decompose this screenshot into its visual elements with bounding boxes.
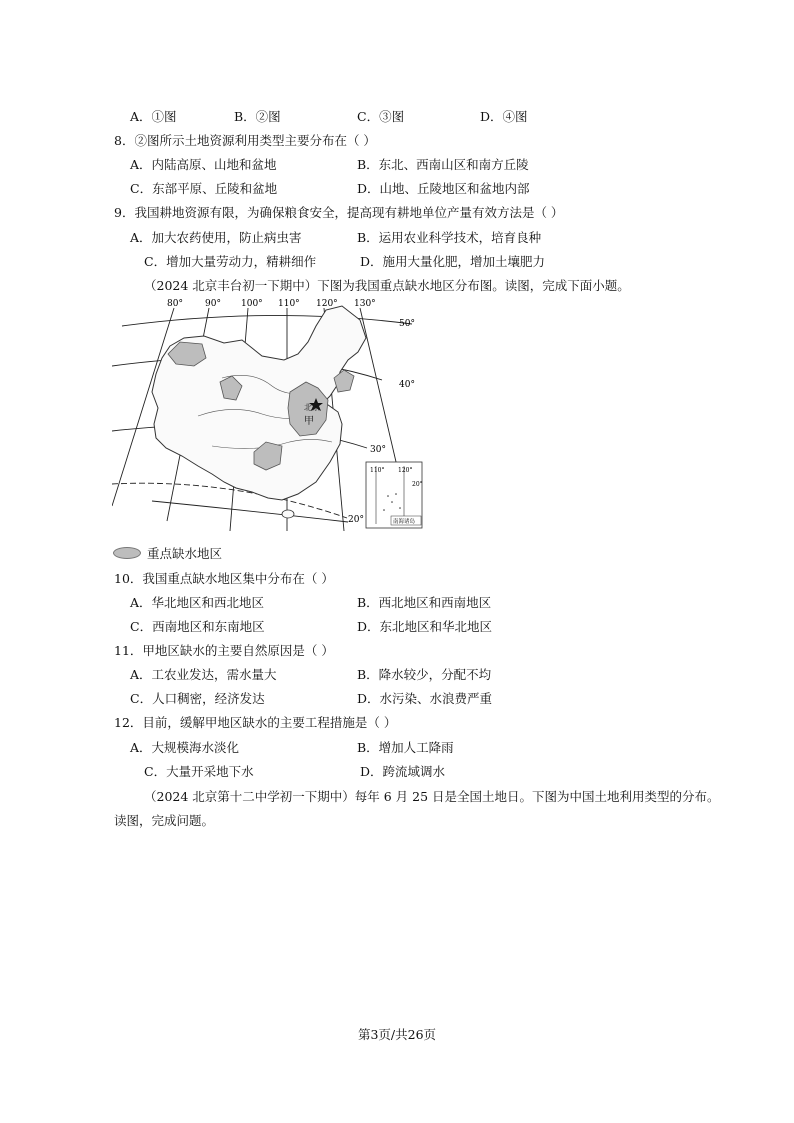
lon-label-80: 80° [167,299,183,309]
q8-option-d: D．山地、丘陵地区和盆地内部 [357,181,530,196]
lon-label-90: 90° [205,299,221,309]
lat-label-40: 40° [399,380,415,390]
q8-stem: 8．②图所示土地资源利用类型主要分布在（ ） [114,133,376,148]
q11-option-c: C．人口稠密，经济发达 [130,691,265,706]
inset-lon-label-120: 120° [398,467,413,474]
q9-option-c: C．增加大量劳动力，精耕细作 [144,254,317,269]
q10-option-d: D．东北地区和华北地区 [357,619,493,634]
water-shortage-map [112,296,432,532]
q7-option-b: B．②图 [234,109,281,124]
q7-option-d: D．④图 [480,109,528,124]
lat-label-20: 20° [348,515,364,525]
lon-label-100: 100° [241,299,263,309]
q11-option-a: A．工农业发达，需水量大 [130,667,277,682]
inset-caption: 南海诸岛 [393,519,416,525]
q12-stem: 12．目前，缓解甲地区缺水的主要工程措施是（ ） [114,715,397,730]
q12-option-b: B．增加人工降雨 [357,740,454,755]
legend-label: 重点缺水地区 [147,546,223,561]
lat-label-50: 50° [399,319,415,329]
q9-stem: 9．我国耕地资源有限，为确保粮食安全，提高现有耕地单位产量有效方法是（ ） [114,205,564,220]
q9-option-b: B．运用农业科学技术，培育良种 [357,230,542,245]
q12-option-d: D．跨流域调水 [360,764,446,779]
lon-label-120: 120° [316,299,338,309]
q7-option-c: C．③图 [357,109,405,124]
intro-text-2-line-2: 读图，完成问题。 [114,813,215,828]
q11-stem: 11．甲地区缺水的主要自然原因是（ ） [114,643,334,658]
q10-option-b: B．西北地区和西南地区 [357,595,492,610]
q9-option-d: D．施用大量化肥，增加土壤肥力 [360,254,546,269]
q11-option-d: D．水污染、水浪费严重 [357,691,493,706]
q10-stem: 10．我国重点缺水地区集中分布在（ ） [114,571,334,586]
q12-option-c: C．大量开采地下水 [144,764,254,779]
q9-option-a: A．加大农药使用，防止病虫害 [130,230,302,245]
page-footer: 第3页/共26页 [357,1027,437,1042]
inset-lon-label-110: 110° [370,467,385,474]
q8-option-a: A．内陆高原、山地和盆地 [130,157,277,172]
q10-option-a: A．华北地区和西北地区 [130,595,265,610]
hainan-island [282,510,294,518]
beijing-label: 北京 [304,403,320,412]
map-legend [113,544,222,562]
region-jia-label: 甲 [304,416,314,427]
map-svg [112,296,432,532]
intro-text-2-line-1: （2024 北京第十二中学初一下期中）每年 6 月 25 日是全国土地日。下图为中国土地利用类型的分布。 [144,789,720,804]
inset-lat-label-20: 20° [412,481,423,488]
q10-option-c: C．西南地区和东南地区 [130,619,265,634]
q8-option-b: B．东北、西南山区和南方丘陵 [357,157,529,172]
legend-swatch [113,547,141,559]
lon-label-110: 110° [278,299,300,309]
q11-option-b: B．降水较少，分配不均 [357,667,492,682]
q7-option-a: A．①图 [130,109,177,124]
lat-label-30: 30° [370,445,386,455]
q8-option-c: C．东部平原、丘陵和盆地 [130,181,278,196]
lon-label-130: 130° [354,299,376,309]
intro-text-1: （2024 北京丰台初一下期中）下图为我国重点缺水地区分布图。读图，完成下面小题。 [144,278,630,293]
q12-option-a: A．大规模海水淡化 [130,740,240,755]
